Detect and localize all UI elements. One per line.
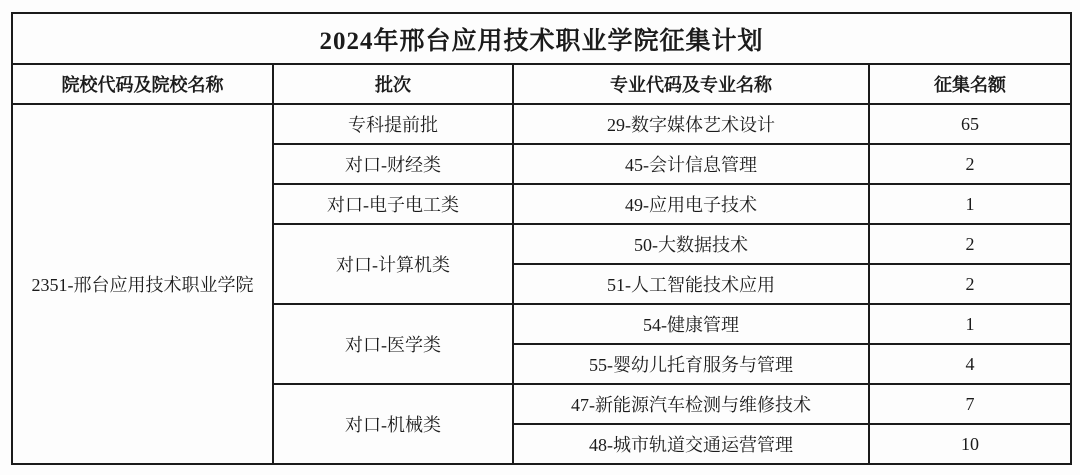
table-row: [12, 104, 1071, 144]
quota-cell: 65: [869, 104, 1071, 144]
major-cell: 51-人工智能技术应用: [513, 264, 869, 304]
header-row: [12, 64, 1071, 104]
major-cell: 48-城市轨道交通运营管理: [513, 424, 869, 464]
quota-cell: 2: [869, 224, 1071, 264]
quota-cell: 1: [869, 304, 1071, 344]
major-cell: 49-应用电子技术: [513, 184, 869, 224]
batch-cell: 对口-机械类: [273, 384, 513, 464]
major-cell: 50-大数据技术: [513, 224, 869, 264]
quota-cell: 4: [869, 344, 1071, 384]
quota-cell: 10: [869, 424, 1071, 464]
major-cell: 29-数字媒体艺术设计: [513, 104, 869, 144]
batch-cell: 专科提前批: [273, 104, 513, 144]
page-title: 2024年邢台应用技术职业学院征集计划: [12, 13, 1071, 64]
header-quota: 征集名额: [869, 64, 1071, 104]
major-cell: 47-新能源汽车检测与维修技术: [513, 384, 869, 424]
batch-cell: 对口-医学类: [273, 304, 513, 384]
header-college: 院校代码及院校名称: [12, 64, 273, 104]
major-cell: 54-健康管理: [513, 304, 869, 344]
major-cell: 55-婴幼儿托育服务与管理: [513, 344, 869, 384]
recruitment-plan-table: [11, 12, 1072, 465]
batch-cell: 对口-计算机类: [273, 224, 513, 304]
college-cell: 2351-邢台应用技术职业学院: [12, 104, 273, 464]
title-row: [12, 13, 1071, 64]
quota-cell: 2: [869, 264, 1071, 304]
quota-cell: 1: [869, 184, 1071, 224]
quota-cell: 7: [869, 384, 1071, 424]
header-batch: 批次: [273, 64, 513, 104]
quota-cell: 2: [869, 144, 1071, 184]
header-major: 专业代码及专业名称: [513, 64, 869, 104]
major-cell: 45-会计信息管理: [513, 144, 869, 184]
batch-cell: 对口-财经类: [273, 144, 513, 184]
batch-cell: 对口-电子电工类: [273, 184, 513, 224]
